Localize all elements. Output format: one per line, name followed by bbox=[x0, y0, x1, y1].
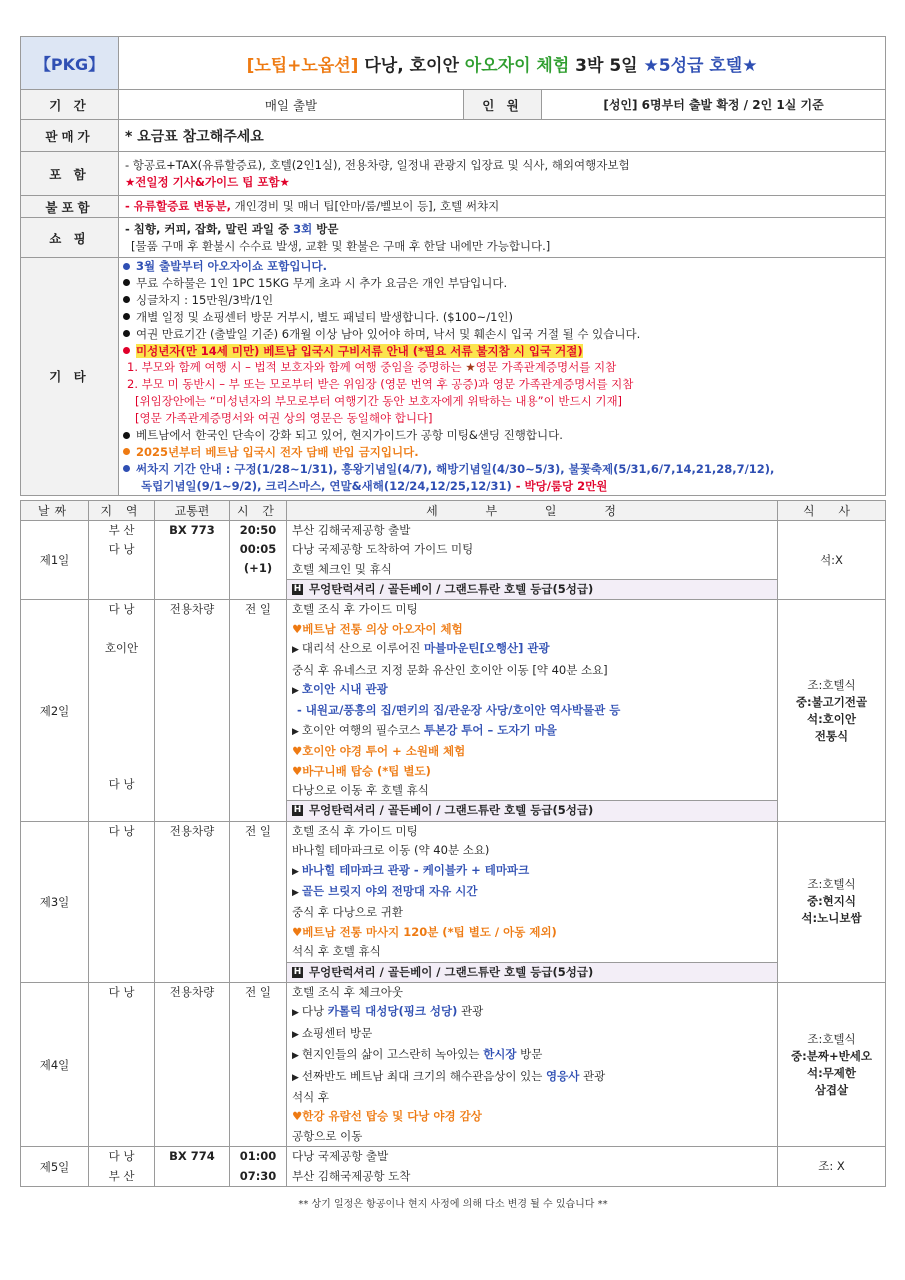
etc-text-7c: 영문 가족관계증명서를 지참 bbox=[475, 360, 617, 375]
day-label: 제4일 bbox=[21, 983, 89, 1147]
col-region: 지 역 bbox=[89, 500, 155, 520]
shopping-items: - 침향, 커피, 잡화, 말린 과일 중 bbox=[125, 221, 294, 236]
period-row bbox=[21, 90, 886, 120]
detail-line bbox=[287, 721, 777, 742]
detail-text: 관광 bbox=[457, 1004, 484, 1019]
time-cell: 전 일 bbox=[230, 600, 287, 821]
region-cell: 다 낭 bbox=[89, 821, 155, 982]
include-line-2: ★전일정 기사&가이드 팁 포함★ bbox=[125, 174, 290, 189]
etc-line-9: [위임장안에는 “미성년자의 부모로부터 여행기간 동안 보호자에게 위탁하는 내용”이 반드시 기재] bbox=[135, 394, 623, 409]
meal-2: 중:분짜+반세오 bbox=[791, 1048, 872, 1063]
detail-text: 호이안 시내 관광 bbox=[301, 681, 388, 696]
hotel-line bbox=[287, 579, 777, 599]
etc-text-14b: - 박당/룸당 2만원 bbox=[511, 478, 608, 493]
region-3: 다 낭 bbox=[108, 776, 135, 791]
include-line-1: - 항공료+TAX(유류할증료), 호텔(2인1실), 전용차량, 일정내 관광지 입장료 및 식사, 해외여행자보험 bbox=[125, 157, 630, 172]
triangle-icon: ▶ bbox=[292, 1051, 299, 1062]
detail-line bbox=[287, 861, 777, 882]
detail-line: 호텔 체크인 및 휴식 bbox=[292, 561, 392, 576]
meal-1: 조:호텔식 bbox=[807, 677, 856, 692]
detail-line: - 내원교/풍흥의 집/떤키의 집/관운장 사당/호이안 역사박물관 등 bbox=[297, 703, 621, 718]
detail-highlight: 한시장 bbox=[483, 1047, 517, 1062]
meal-cell: 석:X bbox=[778, 520, 886, 600]
region-2: 다 낭 bbox=[108, 541, 135, 556]
detail-cell bbox=[287, 983, 778, 1147]
detail-text: 선짜반도 베트남 최대 크기의 해수관음상이 있는 bbox=[301, 1068, 547, 1083]
detail-line: 석식 후 bbox=[292, 1090, 329, 1105]
region-1: 다 낭 bbox=[108, 602, 135, 617]
detail-line: ♥베트남 전통 마사지 120분 (*팁 별도 / 아동 제외) bbox=[292, 924, 557, 939]
etc-value bbox=[119, 258, 886, 496]
detail-line: 바나힐 테마파크로 이동 (약 40분 소요) bbox=[292, 843, 490, 858]
detail-line bbox=[287, 639, 777, 660]
page-title bbox=[119, 37, 886, 90]
col-time: 시 간 bbox=[230, 500, 287, 520]
day-row-1 bbox=[21, 520, 886, 600]
region-2: 호이안 bbox=[104, 641, 139, 656]
hotel-icon: H bbox=[293, 583, 302, 594]
meal-1: 조:호텔식 bbox=[807, 877, 856, 892]
etc-line-14 bbox=[123, 478, 885, 495]
meal-4: 삼겹살 bbox=[814, 1082, 849, 1097]
etc-line-1 bbox=[123, 258, 885, 275]
detail-line bbox=[287, 1024, 777, 1045]
seller-value: * 요금표 참고해주세요 bbox=[119, 120, 886, 152]
hotel-icon: H bbox=[293, 805, 302, 816]
detail-highlight: 투본강 투어 – 도자기 마을 bbox=[423, 722, 557, 737]
bullet-icon bbox=[123, 296, 130, 303]
triangle-icon: ▶ bbox=[292, 726, 299, 737]
meal-3: 석:무제한 bbox=[806, 1065, 857, 1080]
etc-text-6: 미성년자(만 14세 미만) 베트남 입국시 구비서류 안내 (*필요 서류 불지참 시 입국 거절) bbox=[136, 343, 583, 358]
exclude-value bbox=[119, 196, 886, 218]
day-label: 제2일 bbox=[21, 600, 89, 821]
bullet-icon bbox=[123, 432, 130, 439]
bullet-icon bbox=[123, 263, 130, 270]
pkg-badge: 【PKG】 bbox=[21, 37, 119, 90]
detail-line: ♥베트남 전통 의상 아오자이 체험 bbox=[292, 621, 463, 636]
col-transport: 교통편 bbox=[155, 500, 230, 520]
shopping-line-2: [물품 구매 후 환불시 수수료 발생, 교환 및 환불은 구매 후 한달 내에만 가능합니다.] bbox=[131, 238, 551, 253]
shopping-value bbox=[119, 218, 886, 258]
bullet-icon bbox=[123, 448, 130, 455]
day-row-3 bbox=[21, 821, 886, 982]
meal-4: 전통식 bbox=[814, 728, 849, 743]
bullet-icon bbox=[123, 313, 130, 320]
etc-line-8: 2. 부모 미 동반시 – 부 또는 모로부터 받은 위임장 (영문 번역 후 공증)과 영문 가족관계증명서를 지참 bbox=[127, 377, 634, 392]
detail-cell bbox=[287, 600, 778, 821]
detail-text: 쇼핑센터 방문 bbox=[301, 1025, 373, 1040]
triangle-icon: ▶ bbox=[292, 866, 299, 877]
shopping-count: 3회 bbox=[293, 221, 313, 236]
region-1: 다 낭 bbox=[108, 1149, 135, 1164]
exclude-label: 불포함 bbox=[21, 196, 119, 218]
etc-line-12 bbox=[123, 444, 885, 461]
hotel-text: 무엉탄럭셔리 / 골든베이 / 그랜드튜란 호텔 등급(5성급) bbox=[309, 964, 594, 979]
time-3: (+1) bbox=[243, 560, 273, 575]
transport-cell: 전용차량 bbox=[155, 821, 230, 982]
day-label: 제1일 bbox=[21, 520, 89, 600]
triangle-icon: ▶ bbox=[292, 1008, 299, 1019]
hotel-line bbox=[287, 800, 777, 820]
time-cell: 전 일 bbox=[230, 983, 287, 1147]
etc-line-7 bbox=[123, 359, 885, 376]
star-icon: ★ bbox=[465, 360, 476, 375]
detail-line: 다낭 국제공항 도착하여 가이드 미팅 bbox=[292, 542, 474, 557]
etc-line-3 bbox=[123, 292, 885, 309]
detail-line bbox=[287, 882, 777, 903]
etc-line-13 bbox=[123, 461, 885, 478]
period-value: 매일 출발 bbox=[119, 90, 464, 120]
exclude-red: - 유류할증료 변동분, bbox=[125, 199, 232, 213]
etc-label: 기 타 bbox=[21, 258, 119, 496]
detail-text: 호이안 여행의 필수코스 bbox=[301, 722, 424, 737]
hotel-line bbox=[287, 962, 777, 982]
time-cell bbox=[230, 1147, 287, 1187]
region-1: 부 산 bbox=[108, 522, 135, 537]
triangle-icon: ▶ bbox=[292, 645, 299, 656]
etc-row bbox=[21, 258, 886, 496]
etc-line-11 bbox=[123, 427, 885, 444]
detail-line: 공항으로 이동 bbox=[292, 1128, 363, 1143]
region-cell: 다 낭 bbox=[89, 983, 155, 1147]
detail-line: 호텔 조식 후 체크아웃 bbox=[292, 985, 403, 1000]
exclude-row bbox=[21, 196, 886, 218]
shopping-visit: 방문 bbox=[312, 221, 339, 236]
detail-line: 호텔 조식 후 가이드 미팅 bbox=[292, 602, 418, 617]
col-meal: 식 사 bbox=[778, 500, 886, 520]
header-row bbox=[21, 37, 886, 90]
col-detail: 세 부 일 정 bbox=[287, 500, 778, 520]
title-mid: 3박 5일 bbox=[569, 55, 644, 76]
etc-text-2: 무료 수하물은 1인 1PC 15KG 무게 초과 시 추가 요금은 개인 부담입니다. bbox=[136, 275, 508, 290]
etc-line-10: [영문 가족관계증명서와 여권 상의 영문은 동일해야 합니다] bbox=[135, 411, 433, 426]
day-label: 제3일 bbox=[21, 821, 89, 982]
etc-line-4 bbox=[123, 309, 885, 326]
meal-cell: 조: X bbox=[778, 1147, 886, 1187]
etc-line-5 bbox=[123, 326, 885, 343]
day-row-4 bbox=[21, 983, 886, 1147]
detail-text: 대리석 산으로 이루어진 bbox=[301, 641, 424, 656]
include-label: 포 함 bbox=[21, 152, 119, 196]
detail-cell bbox=[287, 520, 778, 600]
detail-text: 골든 브릿지 야외 전망대 자유 시간 bbox=[301, 884, 478, 898]
bullet-icon bbox=[123, 279, 130, 286]
tour-document bbox=[20, 36, 886, 1210]
hotel-text: 무엉탄럭셔리 / 골든베이 / 그랜드튜란 호텔 등급(5성급) bbox=[309, 803, 594, 818]
etc-text-14a: 독립기념일(9/1~9/2), 크리스마스, 연말&새해(12/24,12/25,12/31) bbox=[141, 478, 512, 493]
time-1: 01:00 bbox=[239, 1149, 277, 1164]
hotel-text: 무엉탄럭셔리 / 골든베이 / 그랜드튜란 호텔 등급(5성급) bbox=[309, 581, 594, 596]
detail-line: 호텔 조식 후 가이드 미팅 bbox=[292, 823, 418, 838]
detail-cell bbox=[287, 1147, 778, 1187]
detail-text: 관광 bbox=[579, 1068, 606, 1083]
bullet-icon bbox=[123, 465, 130, 472]
detail-line: 중식 후 유네스코 지정 문화 유산인 호이안 이동 [약 40분 소요] bbox=[292, 662, 608, 677]
transport-cell: BX 774 bbox=[155, 1147, 230, 1187]
etc-text-12: 2025년부터 베트남 입국시 전자 담배 반입 금지입니다. bbox=[136, 444, 419, 459]
detail-highlight: 영응사 bbox=[546, 1068, 580, 1083]
etc-text-5: 여권 만료기간 (출발일 기준) 6개월 이상 남아 있어야 하며, 낙서 및 훼손시 입국 거절 될 수 있습니다. bbox=[136, 326, 641, 341]
triangle-icon: ▶ bbox=[292, 1029, 299, 1040]
detail-line: 중식 후 다낭으로 귀환 bbox=[292, 905, 403, 920]
seller-row bbox=[21, 120, 886, 152]
meal-cell bbox=[778, 600, 886, 821]
meal-2: 중:불고기전골 bbox=[795, 694, 868, 709]
triangle-icon: ▶ bbox=[292, 1072, 299, 1083]
region-2: 부 산 bbox=[108, 1168, 135, 1183]
transport-cell: 전용차량 bbox=[155, 983, 230, 1147]
meal-2: 중:현지식 bbox=[806, 894, 857, 909]
shopping-label: 쇼 핑 bbox=[21, 218, 119, 258]
people-value: [성인] 6명부터 출발 확정 / 2인 1실 기준 bbox=[542, 90, 886, 120]
detail-line bbox=[287, 1067, 777, 1088]
detail-cell bbox=[287, 821, 778, 982]
detail-text: 바나힐 테마파크 관광 - 케이블카 + 테마파크 bbox=[301, 862, 530, 877]
time-cell: 전 일 bbox=[230, 821, 287, 982]
region-cell bbox=[89, 600, 155, 821]
time-1: 20:50 bbox=[239, 522, 277, 537]
transport-cell: 전용차량 bbox=[155, 600, 230, 821]
etc-text-3: 싱글차지 : 15만원/3박/1인 bbox=[136, 292, 274, 307]
detail-highlight: 마블마운틴[오행산] 관광 bbox=[423, 641, 550, 656]
day-row-5 bbox=[21, 1147, 886, 1187]
detail-line bbox=[287, 1002, 777, 1023]
bullet-icon bbox=[123, 347, 130, 354]
detail-text: 현지인들의 삶이 고스란히 녹아있는 bbox=[301, 1047, 484, 1062]
detail-line bbox=[287, 1045, 777, 1066]
people-label: 인 원 bbox=[464, 90, 542, 120]
schedule-table bbox=[20, 500, 886, 1187]
time-cell bbox=[230, 520, 287, 600]
title-bracket: [노팁+노옵션] bbox=[246, 55, 359, 76]
meal-cell bbox=[778, 821, 886, 982]
time-2: 00:05 bbox=[239, 541, 277, 556]
etc-line-6 bbox=[123, 343, 885, 360]
detail-line: 다낭 국제공항 출발 bbox=[292, 1149, 389, 1164]
meal-3: 석:호이안 bbox=[806, 711, 857, 726]
info-table bbox=[20, 36, 886, 496]
etc-text-1: 3월 출발부터 아오자이쇼 포함입니다. bbox=[136, 259, 328, 273]
shopping-line-1 bbox=[125, 221, 879, 238]
detail-text: 방문 bbox=[516, 1047, 543, 1062]
footnote: ** 상기 일정은 항공이나 현지 사정에 의해 다소 변경 될 수 있습니다 ** bbox=[298, 1199, 608, 1211]
detail-line: 다낭으로 이동 후 호텔 휴식 bbox=[292, 782, 429, 797]
period-label: 기 간 bbox=[21, 90, 119, 120]
region-cell bbox=[89, 1147, 155, 1187]
include-value bbox=[119, 152, 886, 196]
detail-highlight: 카톨릭 대성당(핑크 성당) bbox=[327, 1004, 458, 1019]
detail-line bbox=[287, 680, 777, 701]
include-row bbox=[21, 152, 886, 196]
etc-text-13: 써차지 기간 안내 : 구정(1/28~1/31), 흥왕기념일(4/7), 해방기념일(4/30~5/3), 불꽃축제(5/31,6/7,14,21,28,7/12), bbox=[136, 461, 775, 476]
title-green: 아오자이 체험 bbox=[464, 55, 570, 76]
triangle-icon: ▶ bbox=[292, 888, 299, 898]
etc-text-7a: 1. 부모와 함께 여행 시 – 법적 보호자와 함께 여행 중임을 증명하는 bbox=[127, 360, 466, 375]
detail-line: ♥바구니배 탑승 (*팁 별도) bbox=[292, 763, 431, 778]
detail-line: 부산 김해국제공항 출발 bbox=[292, 522, 411, 537]
time-2: 07:30 bbox=[239, 1168, 277, 1183]
region-cell bbox=[89, 520, 155, 600]
etc-text-11: 베트남에서 한국인 단속이 강화 되고 있어, 현지가이드가 공항 미팅&샌딩 진행합니다. bbox=[136, 428, 563, 443]
title-main: 다낭, 호이안 bbox=[358, 55, 465, 76]
etc-line-2 bbox=[123, 275, 885, 292]
schedule-header bbox=[21, 500, 886, 520]
etc-text-4: 개별 일정 및 쇼핑센터 방문 거부시, 별도 패널티 발생합니다. ($100~/1인) bbox=[136, 309, 513, 324]
exclude-rest: 개인경비 및 매너 팁[안마/룸/벨보이 등], 호텔 써챠지 bbox=[231, 199, 500, 213]
transport-cell: BX 773 bbox=[155, 520, 230, 600]
detail-text: 다낭 bbox=[301, 1004, 328, 1019]
meal-cell bbox=[778, 983, 886, 1147]
detail-line: ♥한강 유람선 탑승 및 다낭 야경 감상 bbox=[292, 1109, 482, 1124]
triangle-icon: ▶ bbox=[292, 685, 299, 696]
seller-label: 판매가 bbox=[21, 120, 119, 152]
shopping-row bbox=[21, 218, 886, 258]
meal-3: 석:노니보쌈 bbox=[801, 911, 862, 926]
detail-line: 부산 김해국제공항 도착 bbox=[292, 1168, 411, 1183]
detail-line: 석식 후 호텔 휴식 bbox=[292, 944, 381, 959]
col-date: 날짜 bbox=[21, 500, 89, 520]
day-row-2 bbox=[21, 600, 886, 821]
hotel-icon: H bbox=[293, 966, 302, 977]
bullet-icon bbox=[123, 330, 130, 337]
title-star: ★5성급 호텔★ bbox=[643, 55, 758, 76]
meal-1: 조:호텔식 bbox=[807, 1031, 856, 1046]
detail-line: ♥호이안 야경 투어 + 소원배 체험 bbox=[292, 744, 466, 759]
day-label: 제5일 bbox=[21, 1147, 89, 1187]
